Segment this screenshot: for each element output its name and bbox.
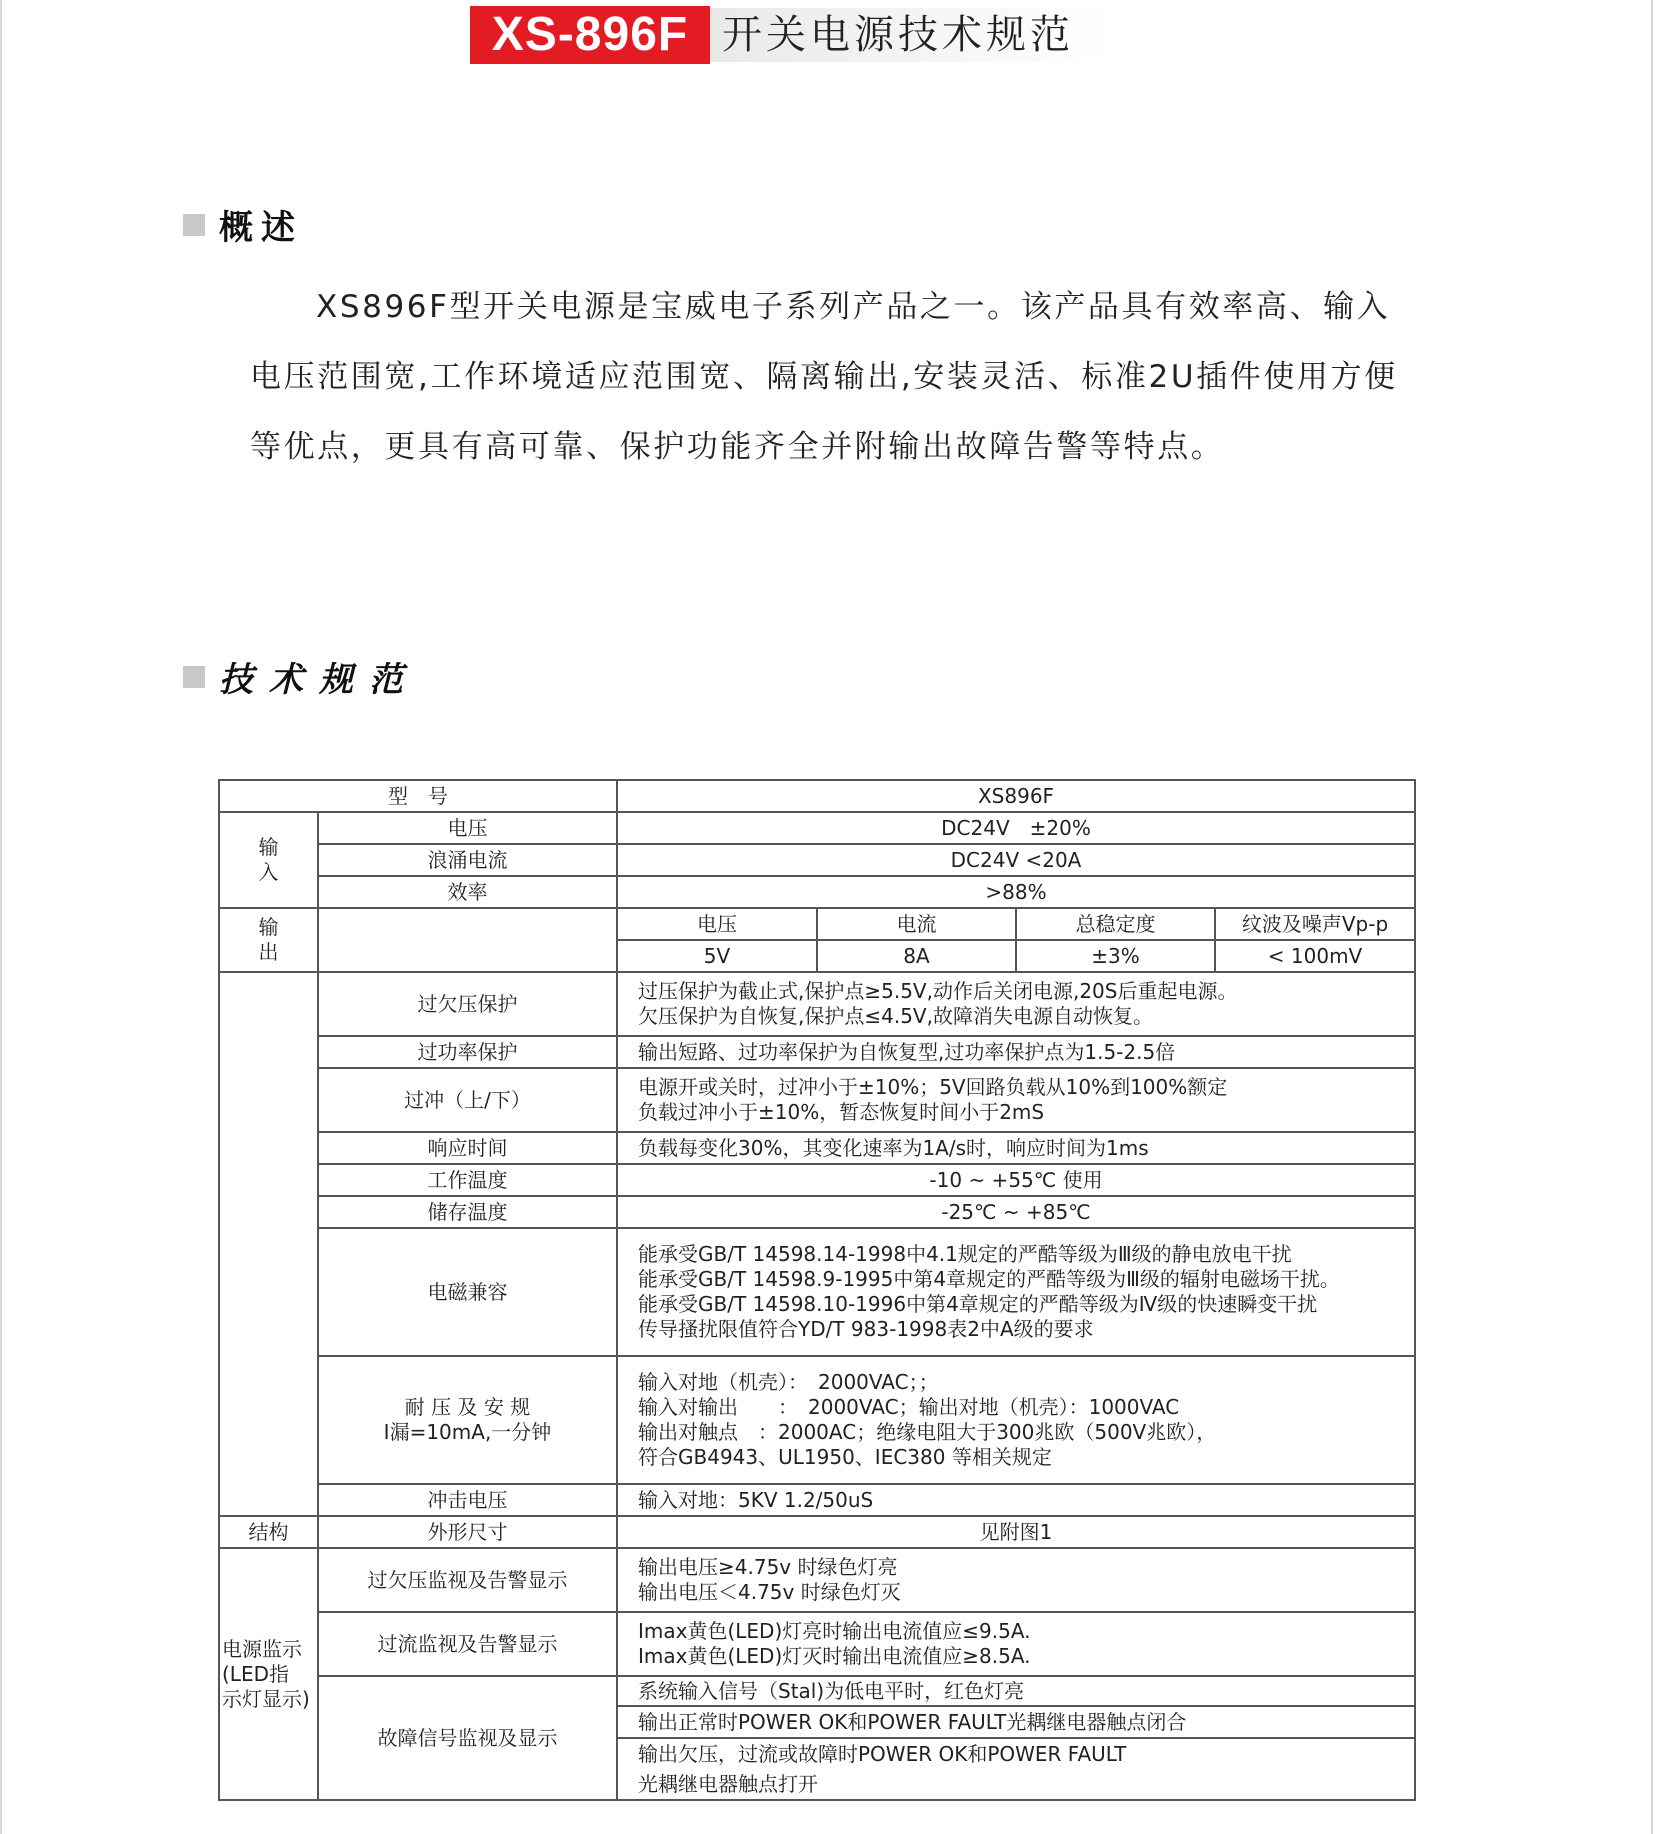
output-value-stability: ±3% [1016,940,1215,972]
overview-heading-label: 概述 [219,208,303,248]
input-voltage-value: DC24V ±20% [617,812,1415,844]
left-border-rule [0,0,2,1834]
table-row [219,1484,1415,1516]
output-value-current: 8A [817,940,1016,972]
fault-row-4: 光耦继电器触点打开 [617,1770,1415,1800]
spec-heading [183,652,419,701]
storage-temp-value: -25℃ ~ +85℃ [617,1196,1415,1228]
fault-row-1: 系统输入信号（Stal)为低电平时，红色灯亮 [617,1676,1415,1706]
table-row [219,780,1415,812]
op-temp-label: 工作温度 [318,1164,617,1196]
output-group-label: 输 出 [219,908,318,972]
ovp-value: 过压保护为截止式,保护点≥5.5V,动作后关闭电源,20S后重起电源。 欠压保护为自恢复,保护点≤4.5V,故障消失电源自动恢复。 [617,972,1415,1036]
inrush-label: 浪涌电流 [318,844,617,876]
op-temp-value: -10 ~ +55℃ 使用 [617,1164,1415,1196]
table-row [219,1036,1415,1068]
response-value: 负载每变化30%，其变化速率为1A/s时，响应时间为1ms [617,1132,1415,1164]
table-row [219,972,1415,1036]
safety-value: 输入对地（机壳）： 2000VAC；； 输入对输出 ： 2000VAC；输出对地（机壳）：1000VAC 输出对触点 ：2000AC；绝缘电阻大于300兆欧（500V兆欧）， 符合GB4943、UL1950、IEC380 等相关规定 [617,1356,1415,1484]
heading-square-icon [183,666,205,688]
right-border-rule [1651,0,1653,1834]
emc-value: 能承受GB/T 14598.14-1998中4.1规定的严酷等级为Ⅲ级的静电放电干扰 能承受GB/T 14598.9-1995中第4章规定的严酷等级为Ⅲ级的辐射电磁场干扰。 能承受GB/T 14598.10-1996中第4章规定的严酷等级为Ⅳ级的快速瞬变干扰 传导搔扰限值符合YD/T 983-1998表2中A级的要求 [617,1228,1415,1356]
title-text: 开关电源技术规范 [710,8,1112,62]
inrush-value: DC24V <20A [617,844,1415,876]
title-model-badge: XS-896F [470,6,710,64]
model-label: 型 号 [219,780,617,812]
output-value-ripple: < 100mV [1215,940,1415,972]
structure-group-label: 结构 [219,1516,318,1548]
output-header-voltage: 电压 [617,908,817,940]
table-row [219,1196,1415,1228]
output-header-ripple: 纹波及噪声Vp-p [1215,908,1415,940]
ovp-label: 过欠压保护 [318,972,617,1036]
overview-paragraph [250,272,1440,482]
spec-heading-label: 技术规范 [219,660,419,700]
surge-value: 输入对地：5KV 1.2/50uS [617,1484,1415,1516]
surge-label: 冲击电压 [318,1484,617,1516]
output-header-stability: 总稳定度 [1016,908,1215,940]
table-row [219,1164,1415,1196]
overview-heading [183,200,303,249]
table-row [219,844,1415,876]
overview-line-3: 等优点，更具有高可靠、保护功能齐全并附输出故障告警等特点。 [250,429,1225,465]
table-row [219,908,1415,940]
efficiency-label: 效率 [318,876,617,908]
uv-monitor-value: 输出电压≥4.75v 时绿色灯亮 输出电压＜4.75v 时绿色灯灭 [617,1548,1415,1612]
response-label: 响应时间 [318,1132,617,1164]
oc-monitor-label: 过流监视及告警显示 [318,1612,617,1676]
table-row [219,1516,1415,1548]
storage-temp-label: 储存温度 [318,1196,617,1228]
dimension-label: 外形尺寸 [318,1516,617,1548]
uv-monitor-label: 过欠压监视及告警显示 [318,1548,617,1612]
overview-line-1: XS896F型开关电源是宝威电子系列产品之一。该产品具有效率高、输入 [316,289,1391,325]
table-row [219,1356,1415,1484]
fault-row-3: 输出欠压，过流或故障时POWER OK和POWER FAULT [617,1738,1415,1770]
table-row [219,812,1415,844]
table-row [219,1612,1415,1676]
monitor-group-label: 电源监示 (LED指 示灯显示) [219,1548,318,1800]
protection-group-blank [219,972,318,1516]
output-blank-cell [318,908,617,972]
overview-line-2: 电压范围宽,工作环境适应范围宽、隔离输出,安装灵活、标准2U插件使用方便 [250,359,1398,395]
efficiency-value: >88% [617,876,1415,908]
table-row [219,1676,1415,1706]
output-header-current: 电流 [817,908,1016,940]
emc-label: 电磁兼容 [318,1228,617,1356]
heading-square-icon [183,214,205,236]
dimension-value: 见附图1 [617,1516,1415,1548]
table-row [219,1548,1415,1612]
table-row [219,876,1415,908]
overshoot-value: 电源开或关时，过冲小于±10%；5V回路负载从10%到100%额定 负载过冲小于±10%，暂态恢复时间小于2mS [617,1068,1415,1132]
input-group-label: 输 入 [219,812,318,908]
table-row [219,1228,1415,1356]
opp-label: 过功率保护 [318,1036,617,1068]
safety-label: 耐 压 及 安 规 I漏=10mA,一分钟 [318,1356,617,1484]
document-title [470,6,1102,66]
oc-monitor-value: Imax黄色(LED)灯亮时输出电流值应≤9.5A. Imax黄色(LED)灯灭时输出电流值应≥8.5A. [617,1612,1415,1676]
table-row [219,1132,1415,1164]
fault-row-2: 输出正常时POWER OK和POWER FAULT光耦继电器触点闭合 [617,1706,1415,1738]
model-value: XS896F [617,780,1415,812]
opp-value: 输出短路、过功率保护为自恢复型,过功率保护点为1.5-2.5倍 [617,1036,1415,1068]
output-value-voltage: 5V [617,940,817,972]
overshoot-label: 过冲（上/下） [318,1068,617,1132]
spec-table [218,779,1416,1801]
table-row [219,1068,1415,1132]
input-voltage-label: 电压 [318,812,617,844]
fault-label: 故障信号监视及显示 [318,1676,617,1800]
